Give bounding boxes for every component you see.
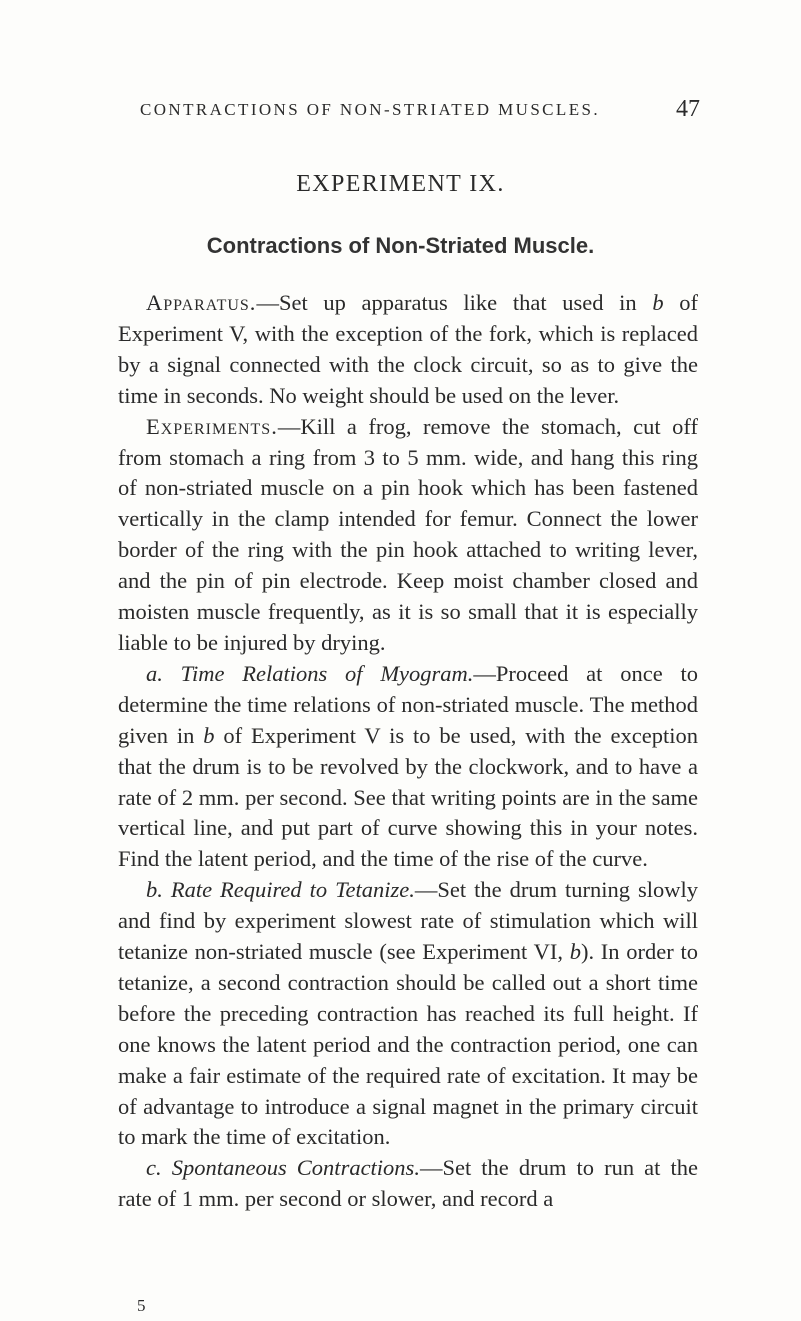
section-b-heading: b. Rate Required to Tetanize. [146,877,415,903]
signature-mark: 5 [137,1296,146,1315]
section-a-text: —Proceed at once to determine the time relations of non-striated muscle. The method given in [118,660,698,748]
body-text [118,288,698,1215]
running-head: CONTRACTIONS OF NON-STRIATED MUSCLES. [140,100,600,119]
experiments-paragraph [118,412,698,659]
section-c-text: —Set the drum to run at the rate of 1 mm. per second or slower, and record a [118,1155,699,1212]
section-c-heading: c. Spontaneous Contractions. [146,1155,420,1181]
apparatus-paragraph [118,288,698,412]
experiments-text: —Kill a frog, remove the stomach, cut off from stomach a ring from 3 to 5 mm. wide, and hang this ring of non-striated muscle on a pin hook which has been fastened vertically in the clamp intended for femur. Connect the lower border of the ring with the pin hook attached to writing lever, and the pin of pin electrode. Keep moist chamber closed and moisten muscle frequently, as it is so small that it is especially liable to be injured by drying. [118,413,698,655]
experiment-subtitle: Contractions of Non-Striated Muscle. [206,233,595,258]
section-a-heading: a. Time Relations of Myogram. [146,660,474,686]
experiment-title: EXPERIMENT IX. [296,171,505,197]
section-a-text-2: of Experiment V is to be used, with the exception that the drum is to be revolved by the clockwork, and to have a rate of 2 mm. per second. See that writing points are in the same vertical line, and put part of curve showing this in your notes. Find the latent period, and the time of the rise of the curve. [118,722,698,872]
apparatus-text-2: of Experiment V, with the exception of the fork, which is replaced by a signal connected with the clock circuit, so as to give the time in seconds. No weight should be used on the lever. [118,290,698,408]
experiments-label: Experiments. [146,413,278,439]
section-b-text-2: ). In order to tetanize, a second contraction should be called out a short time before the preceding contraction has reached its full height. If one knows the latent period and the contraction period, one can make a fair estimate of the required rate of excitation. It may be of advantage to introduce a signal magnet in the primary circuit to mark the time of excitation. [118,939,698,1150]
section-b-paragraph [118,875,698,1153]
section-b-text: —Set the drum turning slowly and find by experiment slowest rate of stimulation which will tetanize non-striated muscle (see Experiment VI, [118,877,698,965]
apparatus-label: Apparatus. [146,290,257,315]
section-a-paragraph [118,659,698,875]
apparatus-text: —Set up apparatus like that used in [256,290,653,315]
section-a-ref: b [203,722,215,748]
running-header [120,96,700,128]
section-c-paragraph [118,1153,698,1215]
apparatus-ref: b [652,290,664,315]
page-number: 47 [676,96,700,122]
section-b-ref: b [569,939,581,965]
